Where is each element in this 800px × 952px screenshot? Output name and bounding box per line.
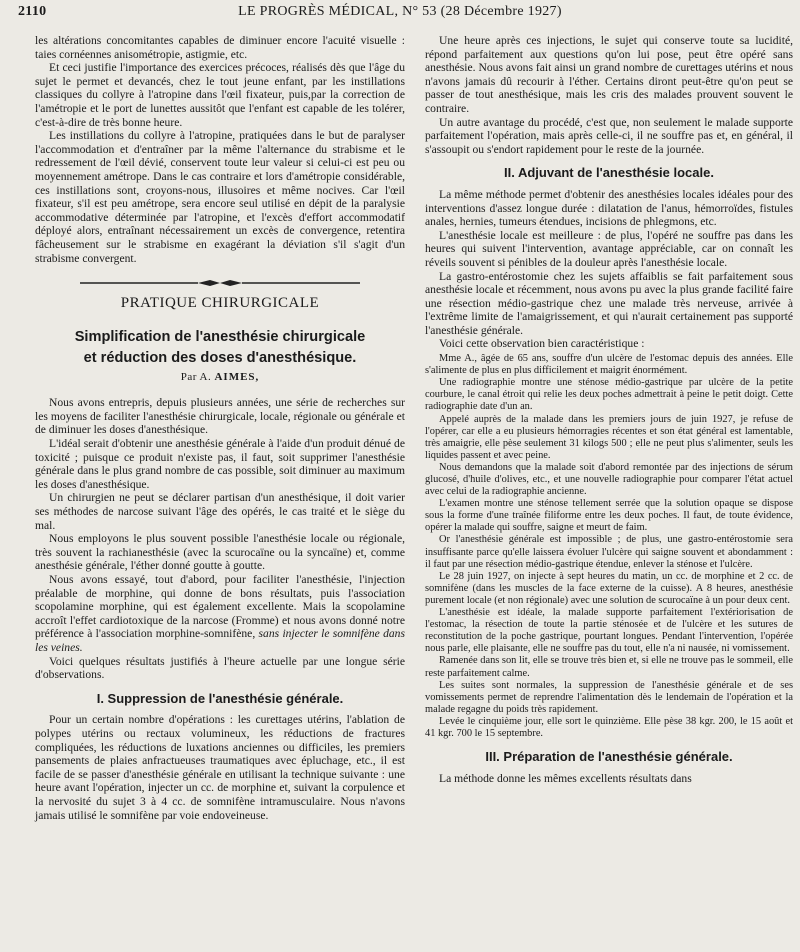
paragraph: La gastro-entérostomie chez les sujets affaiblis se fait parfaitement sous anesthésie locale et récemment, nous avons pu avec la plus grande facilité faire une résection médio-gastrique chez une malade très nerveuse, arrivée à l'extrême limite de l'amaigrissement, et qui n'aurait certainement pas supporté l'anesthésie générale. — [425, 269, 793, 337]
paragraph: Nous employons le plus souvent possible l'anesthésie locale ou régionale, très souvent la rachianesthésie (avec la scurocaïne ou la syncaïne) et, comme anesthésie générale, l'éther donné goutte à goutte. — [35, 532, 405, 573]
paragraph: Un chirurgien ne peut se déclarer partisan d'un anesthésique, il doit varier ses méthodes de narcose suivant l'âge des opérés, le cas traité et le siège du mal. — [35, 491, 405, 532]
case-paragraph: Mme A., âgée de 65 ans, souffre d'un ulcère de l'estomac depuis des années. Elle s'alimente de plus en plus difficilement et maigrit énormément. — [425, 353, 793, 377]
case-paragraph: Or l'anesthésie générale est impossible ; de plus, une gastro-entérostomie sera insuffisante parce qu'elle laissera évoluer l'ulcère qui saigne souvent et abondamment : il faut par une résection médio-gastrique étendue, enlever la sténose et l'ulcère. — [425, 534, 793, 570]
case-paragraph: Une radiographie montre une sténose médio-gastrique par ulcère de la petite courbure, le canal étroit qui relie les deux poches admettrait à peine le petit doigt. Cette radiographie date d'un an. — [425, 377, 793, 413]
case-paragraph: Nous demandons que la malade soit d'abord remontée par des injections de sérum glucosé, d'huile d'olives, etc., et une nouvelle radiographie pour comparer l'état actuel avec celui de la radiographie ancienne. — [425, 461, 793, 498]
subsection-title: III. Préparation de l'anesthésie générale. — [485, 749, 733, 765]
case-paragraph: L'examen montre une sténose tellement serrée que la solution opaque se dispose sous la forme d'une traînée filiforme entre les deux poches. Il faut, de toute évidence, opérer la malade qui souffre, saigne et meurt de faim. — [425, 498, 793, 534]
paragraph: Une heure après ces injections, le sujet qui conserve toute sa lucidité, répond parfaitement aux questions qu'on lui pose, peut être opéré sans anesthésie. Nous avons fait ainsi un grand nombre de curettages utérins et nous n'avons jamais dû recourir à l'éther. Certains diront peut-être qu'on peut se passer de tout anesthésique, mais les cris des malades prouvent souvent le contraire. — [425, 34, 793, 115]
case-paragraph: Ramenée dans son lit, elle se trouve très bien et, si elle ne trouve pas le sommeil, elle reste parfaitement calme. — [425, 655, 793, 679]
paragraph-text: Nous avons essayé, tout d'abord, pour faciliter l'anesthésie, l'injection préalable de morphine, qui donne de bons résultats, puis l'association scopolamine morphine, qui est également excellente. Mais la scopolamine accroît l'effet cardiotoxique de la narcose (Fromme) et nous avons donné notre préférence à l'association morphine-somnifène, — [35, 573, 405, 641]
running-header — [18, 2, 782, 22]
paragraph: L'anesthésie locale est meilleure : de plus, l'opéré ne souffre pas dans les heures qui suivent l'intervention, avantage appréciable, car on connaît les réveils souvent si pénibles de la douleur après l'anesthésie locale. — [425, 228, 793, 269]
paragraph: Pour un certain nombre d'opérations : les curettages utérins, l'ablation de polypes utérins ou rectaux volumineux, les réductions de fractures compliquées, les réductions de luxations anciennes ou difficiles, les premiers pansements de plaies anfractueuses traumatiques avec épluchage, etc., il est facile de se passer d'anesthésie générale en utilisant la technique suivante : une heure avant l'opération, injecter un cc. de morphine et, suivant la corpulence et la nervosité du sujet 3 à 4 cc. de somnifène intramusculaire. Nous n'avons jamais utilisé le somnifène par voie endoveineuse. — [35, 713, 405, 822]
paragraph — [35, 573, 405, 655]
case-paragraph: Les suites sont normales, la suppression de l'anesthésie générale et de ses vomissements permet de reprendre l'alimentation dès le lendemain de l'opération et la malade regagne du poids très rapidement. — [425, 679, 793, 715]
subsection-title: I. Suppression de l'anesthésie générale. — [96, 690, 344, 706]
author-name: AIMES, — [214, 370, 260, 383]
article-title-line-2: et réduction des doses d'anesthésique. — [83, 349, 357, 366]
author-line — [35, 371, 405, 385]
article-title-line-1: Simplification de l'anesthésie chirurgicale — [74, 328, 366, 345]
paragraph: Voici quelques résultats justifiés à l'heure actuelle par une longue série d'observations. — [35, 654, 405, 682]
paragraph: L'idéal serait d'obtenir une anesthésie générale à l'aide d'un produit dénué de toxicité ; puisque ce produit n'existe pas, il faut, soit supprimer l'anesthésie générale dans le plus grand nombre de cas possible, soit diminuer au maximum les doses d'anesthésique. — [35, 437, 405, 491]
subsection-title: II. Adjuvant de l'anesthésie locale. — [504, 165, 714, 181]
case-paragraph: Levée le cinquième jour, elle sort le quinzième. Elle pèse 38 kgr. 200, le 15 août et 41 kgr. 700 le 15 septembre. — [425, 715, 793, 739]
left-column — [35, 34, 405, 822]
italic-phrase: sans injecter le somnifène dans les veines. — [35, 627, 405, 654]
case-paragraph: Le 28 juin 1927, on injecte à sept heures du matin, un cc. de morphine et 2 cc. de somnifène (dans les muscles de la face externe de la cuisse). A 8 heures, anesthésie purement locale (et non régionale) avec une solution de scurocaïne à un pour deux cent. — [425, 570, 793, 606]
case-paragraph: L'anesthésie est idéale, la malade supporte parfaitement l'extériorisation de l'estomac, la résection de toute la partie sténosée et de l'ulcère et les sutures de reconstitution de la poche gastrique, pourtant longues. Pendant l'intervention, l'opérée nous parle, elle plaisante, elle ne souffre pas du tout, elle n'a ni nausée, ni vomissement. — [425, 607, 793, 655]
right-column — [425, 34, 793, 785]
page-number: 2110 — [18, 4, 47, 19]
paragraph: Et ceci justifie l'importance des exercices précoces, réalisés dès que l'âge du sujet le permet et devancés, chez le tout jeune enfant, par les instillations classiques du collyre à l'atropine dans l'œil fixateur, puis,par la correction de l'amétropie et le port de lunettes aussitôt que l'enfant est capable de les tolérer, c'est-à-dire de très bonne heure. — [35, 61, 405, 129]
paragraph: Nous avons entrepris, depuis plusieurs années, une série de recherches sur les moyens de faciliter l'anesthésie chirurgicale, locale, régionale ou générale et de diminuer les doses d'anesthésique. — [35, 396, 405, 437]
paragraph: La méthode donne les mêmes excellents résultats dans — [439, 771, 692, 785]
paragraph: La même méthode permet d'obtenir des anesthésies locales idéales pour des interventions d'assez longue durée : dilatation de l'anus, hémorroïdes, fistules anales, hernies, tumeurs étendues, incisions de phlegmons, etc. — [425, 187, 793, 229]
running-title: LE PROGRÈS MÉDICAL, N° 53 (28 Décembre 1927) — [238, 4, 562, 19]
section-title: PRATIQUE CHIRURGICALE — [120, 295, 320, 312]
case-paragraph: Appelé auprès de la malade dans les premiers jours de juin 1927, je refuse de l'opérer, car elle a eu plusieurs hémorragies récentes et son état général est lamentable, très amaigrie, elle pèse seulement 31 kilogs 500 ; elle ne peut plus s'alimenter, seuls les liquides passent et avec peine. — [425, 413, 793, 461]
section-divider — [35, 275, 405, 291]
paragraph: Voici cette observation bien caractéristique : — [439, 337, 645, 351]
paragraph: Un autre avantage du procédé, c'est que, non seulement le malade supporte parfaitement l'opération, mais après celle-ci, il ne souffre pas et, en général, il s'assoupit ou s'endort rapidement pour le reste de la journée. — [425, 115, 793, 156]
author-prefix: Par A. — [180, 370, 212, 383]
paragraph: Les instillations du collyre à l'atropine, pratiquées dans le but de paralyser l'accommodation et d'entraîner par la même l'alternance du strabisme et le redressement de l'œil dévié, conservent toute leur valeur si celui-ci est peu ou moyennement amétrope. Dans le cas contraire et lors d'amétropie considérable, ces instillations sont, croyons-nous, illusoires et même nocives. Car l'œil fixateur, s'il est peu amétrope, sera encore seul utilisé en dépit de la paralysie accommodative déterminée par l'atropine, et l'excès d'effort accommodatif déployé alors, entraînant nécessairement un excès de convergence, retentira fâcheusement sur le strabisme en exagérant la déviation s'il s'agit d'un strabisme convergent. — [35, 129, 405, 265]
paragraph: les altérations concomitantes capables de diminuer encore l'acuité visuelle : taies cornéennes anisométropie, astigmie, etc. — [35, 34, 405, 61]
